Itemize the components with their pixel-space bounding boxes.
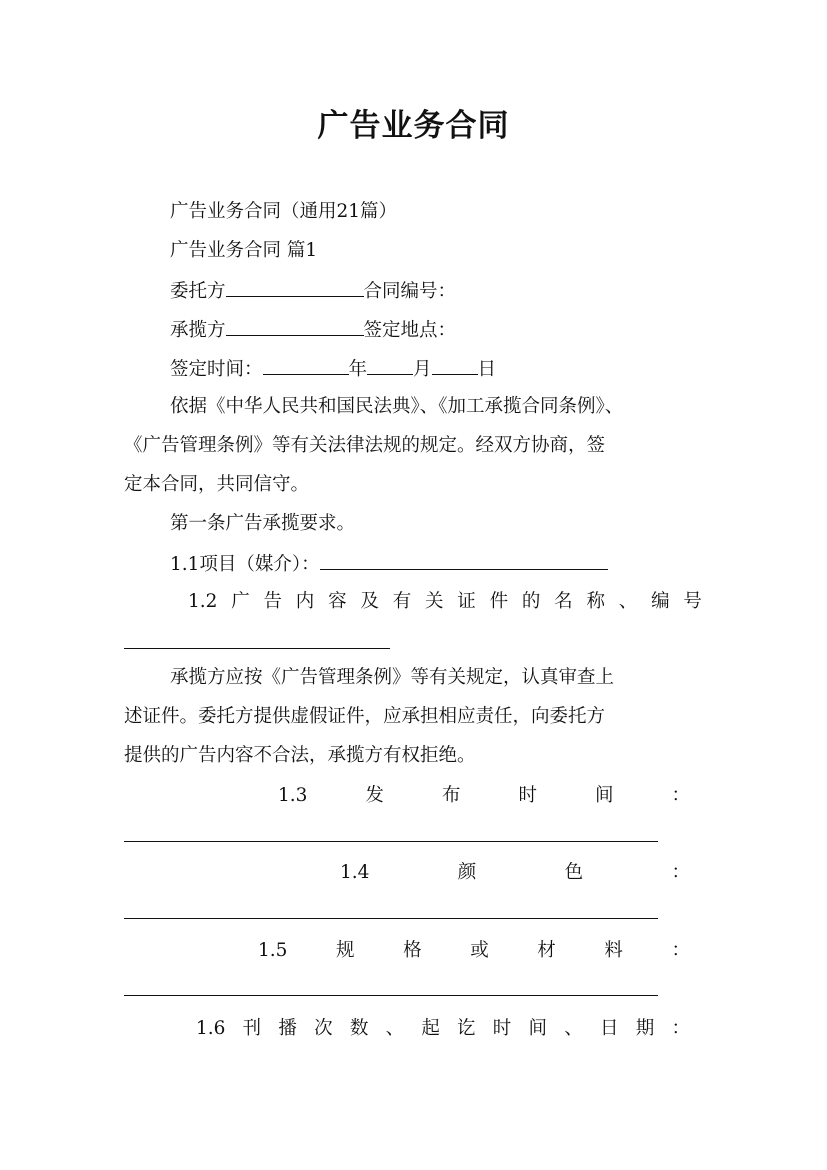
item-1-2-part: 号: [683, 591, 702, 612]
item-1-5-part: 规: [336, 940, 355, 961]
item-1-2-part: 容: [328, 591, 347, 612]
item-1-4-part: 1.4: [340, 862, 370, 883]
item-1-3-part: 时: [518, 785, 537, 806]
item-1-3-part: 间: [594, 785, 614, 806]
day-blank: [432, 348, 478, 375]
item-1-4-part: 颜: [457, 862, 477, 883]
item-1-2-blank: [124, 648, 390, 649]
item-1-5-blank: [124, 995, 658, 996]
day-label: 日: [477, 359, 497, 380]
client-line: [124, 270, 748, 309]
item-1-2: [188, 582, 702, 621]
item-1-2-part: 告: [263, 591, 283, 612]
item-1-2-part: 内: [295, 591, 315, 612]
item-1-2-part: 证: [457, 591, 476, 612]
year-label: 年: [348, 359, 368, 380]
item-1-1-label: 1.1项目（媒介）：: [170, 554, 320, 575]
review-paragraph-line-3: 提供的广告内容不合法，承揽方有权拒绝。: [124, 745, 476, 766]
item-1-6: [196, 1009, 690, 1048]
item-1-3-part: ：: [671, 785, 690, 806]
item-1-6-part: 次: [314, 1018, 333, 1039]
item-1-5-part: ：: [671, 940, 690, 961]
sign-time-label: 签定时间：: [170, 359, 263, 380]
item-1-2-part: 编: [651, 591, 670, 612]
item-1-5-part: 材: [537, 940, 556, 961]
sign-time-line: [124, 348, 748, 387]
contractor-blank: [226, 309, 364, 336]
item-1-6-part: 起: [421, 1018, 440, 1039]
item-1-2-part: 名: [554, 591, 573, 612]
month-blank: [367, 348, 413, 375]
item-1-2-part: 及: [360, 591, 379, 612]
item-1-2-part: 件: [489, 591, 509, 612]
item-1-4-part: ：: [671, 862, 690, 883]
sign-place-label: 签定地点：: [363, 320, 457, 341]
client-blank: [226, 270, 364, 297]
intro-paragraph-line-3: 定本合同，共同信守。: [124, 474, 310, 495]
item-1-4-part: 色: [564, 862, 584, 883]
intro-paragraph-line-1: 依据《中华人民共和国民法典》、《加工承揽合同条例》、: [170, 396, 624, 417]
client-label: 委托方: [170, 281, 226, 302]
item-1-6-part: 、: [385, 1018, 405, 1039]
item-1-2-part: 关: [424, 591, 444, 612]
item-1-2-part: 1.2: [188, 591, 218, 612]
part-heading: 广告业务合同 篇1: [170, 240, 318, 261]
item-1-1: [124, 543, 748, 582]
item-1-2-part: 称: [586, 591, 605, 612]
item-1-4: [340, 853, 690, 892]
review-paragraph-line-1: 承揽方应按《广告管理条例》等有关规定，认真审查上: [170, 667, 615, 688]
item-1-3-part: 布: [441, 785, 461, 806]
item-1-2-part: 广: [231, 591, 250, 612]
item-1-2-part: 的: [521, 591, 541, 612]
item-1-6-part: ：: [671, 1018, 690, 1039]
document-subtitle: 广告业务合同（通用21篇）: [170, 201, 398, 222]
intro-paragraph-line-2: 《广告管理条例》等有关法律法规的规定。经双方协商，签: [124, 435, 606, 456]
item-1-6-part: 期: [635, 1018, 655, 1039]
document-title: 广告业务合同: [317, 108, 510, 144]
item-1-3-part: 发: [365, 785, 384, 806]
item-1-5: [258, 931, 690, 970]
item-1-2-part: 有: [392, 591, 412, 612]
contractor-line: [124, 309, 748, 348]
item-1-6-part: 间: [528, 1018, 548, 1039]
contractor-label: 承揽方: [170, 320, 226, 341]
article-1-heading: 第一条广告承揽要求。: [170, 513, 356, 534]
item-1-1-blank: [320, 543, 608, 570]
item-1-5-part: 1.5: [258, 940, 288, 961]
item-1-6-part: 数: [349, 1018, 369, 1039]
item-1-6-part: 日: [599, 1018, 619, 1039]
contract-number-label: 合同编号：: [363, 281, 457, 302]
item-1-5-part: 或: [470, 940, 489, 961]
item-1-6-part: 播: [278, 1018, 297, 1039]
item-1-6-part: 时: [492, 1018, 512, 1039]
item-1-2-part: 、: [618, 591, 638, 612]
item-1-3-part: 1.3: [278, 785, 308, 806]
item-1-5-part: 料: [604, 940, 623, 961]
item-1-4-blank: [124, 918, 658, 919]
review-paragraph-line-2: 述证件。委托方提供虚假证件，应承担相应责任，向委托方: [124, 706, 606, 727]
item-1-3: [278, 776, 690, 815]
month-label: 月: [413, 359, 432, 380]
item-1-6-part: 、: [564, 1018, 583, 1039]
item-1-6-part: 刊: [242, 1018, 262, 1039]
item-1-6-part: 讫: [457, 1018, 476, 1039]
item-1-5-part: 格: [403, 940, 422, 961]
item-1-6-part: 1.6: [196, 1018, 226, 1039]
year-blank: [263, 348, 349, 375]
item-1-3-blank: [124, 841, 658, 842]
